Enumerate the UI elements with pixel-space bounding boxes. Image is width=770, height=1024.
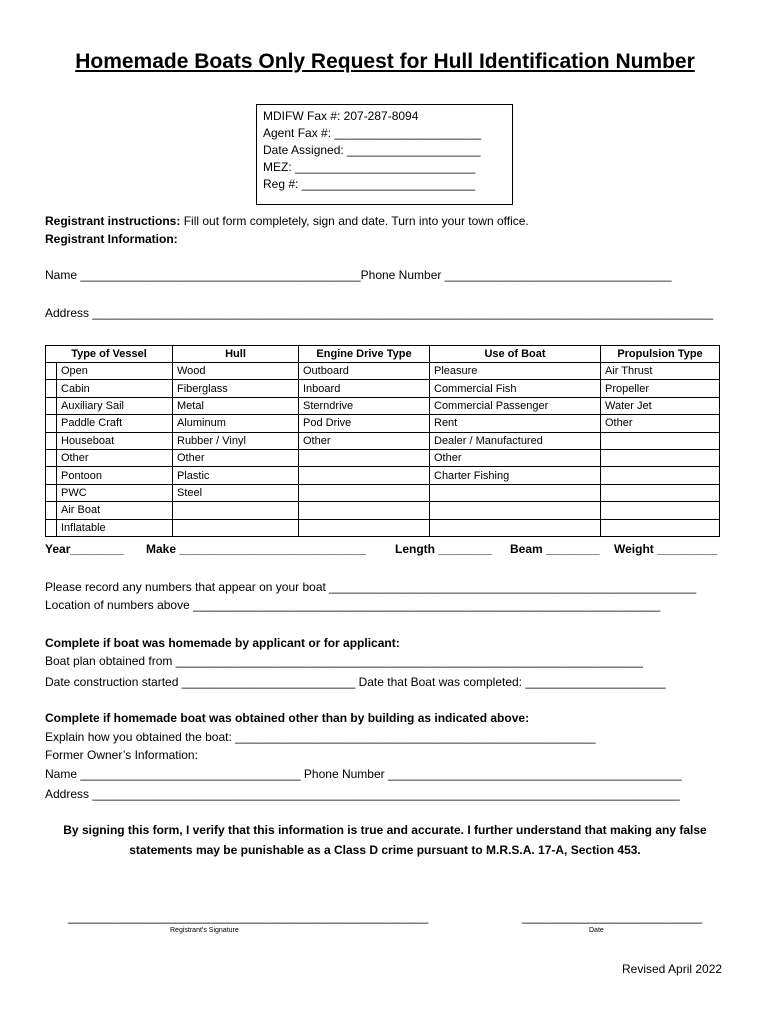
table-cell: Other	[430, 449, 601, 466]
table-row	[46, 397, 720, 414]
table-cell	[601, 519, 720, 536]
table-row	[46, 467, 720, 484]
construction-dates-field[interactable]: Date construction started __________________________ Date that Boat was completed: _____________________	[45, 675, 666, 689]
table-cell: Open	[57, 363, 173, 380]
table-cell: Propeller	[601, 380, 720, 397]
table-cell	[601, 502, 720, 519]
date-assigned-field[interactable]: Date Assigned: ____________________	[263, 143, 481, 157]
table-cell: Air Thrust	[601, 363, 720, 380]
table-cell: Plastic	[173, 467, 299, 484]
table-cell: Fiberglass	[173, 380, 299, 397]
beam-field[interactable]: Beam ________	[510, 542, 600, 556]
table-cell: Outboard	[299, 363, 430, 380]
checkbox-cell[interactable]	[46, 363, 57, 380]
table-cell: Sterndrive	[299, 397, 430, 414]
signature-field[interactable]: ______________________________________________________	[68, 910, 429, 924]
table-cell: Rubber / Vinyl	[173, 432, 299, 449]
registrant-info-label: Registrant Information:	[45, 232, 178, 246]
table-row	[46, 502, 720, 519]
table-cell: Water Jet	[601, 397, 720, 414]
former-owner-label: Former Owner’s Information:	[45, 748, 198, 762]
boat-numbers-field[interactable]: Please record any numbers that appear on your boat _______________________________________________________	[45, 580, 697, 594]
table-cell: PWC	[57, 484, 173, 501]
former-owner-name-phone-field[interactable]: Name _________________________________ Phone Number ____________________________________________	[45, 767, 682, 781]
table-cell: Pleasure	[430, 363, 601, 380]
year-field[interactable]: Year________	[45, 542, 124, 556]
checkbox-cell[interactable]	[46, 415, 57, 432]
office-use-box	[256, 104, 513, 205]
table-cell	[430, 484, 601, 501]
table-cell: Commercial Fish	[430, 380, 601, 397]
vessel-details-table	[45, 345, 720, 537]
table-cell: Rent	[430, 415, 601, 432]
agent-fax-field[interactable]: Agent Fax #: ______________________	[263, 126, 482, 140]
table-cell: Charter Fishing	[430, 467, 601, 484]
certification-line-2: statements may be punishable as a Class D crime pursuant to M.R.S.A. 17-A, Section 453.	[129, 843, 641, 857]
former-owner-address-field[interactable]: Address ________________________________________________________________________________________	[45, 787, 680, 801]
header-propulsion-type: Propulsion Type	[601, 346, 720, 363]
table-cell	[173, 519, 299, 536]
table-cell	[601, 484, 720, 501]
instructions-label: Registrant instructions:	[45, 214, 181, 228]
checkbox-cell[interactable]	[46, 380, 57, 397]
table-cell: Other	[173, 449, 299, 466]
table-cell: Dealer / Manufactured	[430, 432, 601, 449]
table-cell: Other	[57, 449, 173, 466]
table-row	[46, 484, 720, 501]
header-type-of-vessel: Type of Vessel	[46, 346, 173, 363]
table-cell	[299, 502, 430, 519]
table-cell	[299, 467, 430, 484]
table-cell	[173, 502, 299, 519]
registrant-instructions	[45, 214, 529, 228]
table-cell: Pod Drive	[299, 415, 430, 432]
table-cell: Aluminum	[173, 415, 299, 432]
table-cell: Other	[299, 432, 430, 449]
checkbox-cell[interactable]	[46, 502, 57, 519]
table-row	[46, 380, 720, 397]
revision-date: Revised April 2022	[622, 962, 723, 976]
obtained-section-heading: Complete if homemade boat was obtained other than by building as indicated above:	[45, 711, 530, 725]
table-cell: Paddle Craft	[57, 415, 173, 432]
length-field[interactable]: Length ________	[395, 542, 492, 556]
numbers-location-field[interactable]: Location of numbers above ______________________________________________________________________	[45, 598, 661, 612]
table-cell: Other	[601, 415, 720, 432]
table-cell: Pontoon	[57, 467, 173, 484]
table-cell: Wood	[173, 363, 299, 380]
table-row	[46, 519, 720, 536]
checkbox-cell[interactable]	[46, 519, 57, 536]
header-hull: Hull	[173, 346, 299, 363]
table-header-row	[46, 346, 720, 363]
address-field[interactable]: Address _____________________________________________________________________________________________	[45, 306, 714, 320]
checkbox-cell[interactable]	[46, 484, 57, 501]
name-phone-field[interactable]: Name __________________________________________Phone Number __________________________________	[45, 268, 672, 282]
table-cell: Cabin	[57, 380, 173, 397]
table-cell: Houseboat	[57, 432, 173, 449]
boat-plan-field[interactable]: Boat plan obtained from ______________________________________________________________________	[45, 654, 643, 668]
weight-field[interactable]: Weight _________	[614, 542, 718, 556]
signature-caption: Registrant’s Signature	[170, 927, 239, 934]
homemade-section-heading: Complete if boat was homemade by applicant or for applicant:	[45, 636, 400, 650]
checkbox-cell[interactable]	[46, 467, 57, 484]
table-cell: Metal	[173, 397, 299, 414]
table-cell: Commercial Passenger	[430, 397, 601, 414]
checkbox-cell[interactable]	[46, 432, 57, 449]
table-cell: Auxiliary Sail	[57, 397, 173, 414]
table-cell	[430, 502, 601, 519]
reg-field[interactable]: Reg #: __________________________	[263, 177, 476, 191]
table-cell: Inboard	[299, 380, 430, 397]
page-title: Homemade Boats Only Request for Hull Identification Number	[75, 50, 695, 73]
certification-line-1: By signing this form, I verify that this information is true and accurate. I further understand that making any false	[63, 823, 707, 837]
table-cell	[430, 519, 601, 536]
table-row	[46, 415, 720, 432]
make-field[interactable]: Make ____________________________	[146, 542, 367, 556]
table-row	[46, 432, 720, 449]
checkbox-cell[interactable]	[46, 449, 57, 466]
table-cell	[601, 449, 720, 466]
date-field[interactable]: ___________________________	[522, 910, 703, 924]
table-cell: Steel	[173, 484, 299, 501]
instructions-text: Fill out form completely, sign and date. Turn into your town office.	[180, 214, 529, 228]
table-cell	[601, 432, 720, 449]
mdifw-fax: MDIFW Fax #: 207-287-8094	[263, 109, 419, 123]
table-cell: Air Boat	[57, 502, 173, 519]
table-cell	[601, 467, 720, 484]
table-cell	[299, 519, 430, 536]
table-cell: Inflatable	[57, 519, 173, 536]
table-row	[46, 449, 720, 466]
header-use-of-boat: Use of Boat	[430, 346, 601, 363]
table-cell	[299, 484, 430, 501]
checkbox-cell[interactable]	[46, 397, 57, 414]
date-caption: Date	[589, 927, 604, 934]
header-engine-drive-type: Engine Drive Type	[299, 346, 430, 363]
table-cell	[299, 449, 430, 466]
table-row	[46, 363, 720, 380]
mez-field[interactable]: MEZ: ___________________________	[263, 160, 476, 174]
explain-obtained-field[interactable]: Explain how you obtained the boat: ______________________________________________________	[45, 730, 596, 744]
